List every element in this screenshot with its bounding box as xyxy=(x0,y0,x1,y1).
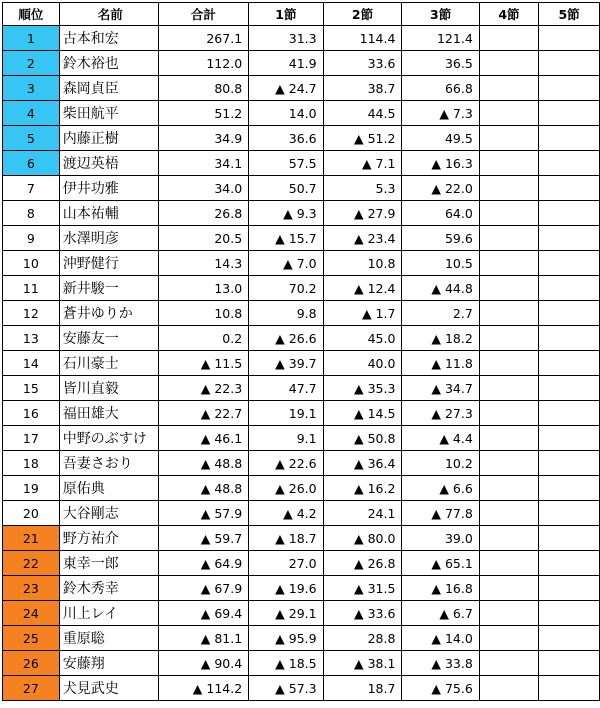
total-cell: ▲ 67.9 xyxy=(158,576,248,601)
rank-cell: 6 xyxy=(3,151,60,176)
section-1-cell: 57.5 xyxy=(249,151,323,176)
section-5-cell xyxy=(539,676,600,701)
section-1-cell: ▲ 26.6 xyxy=(249,326,323,351)
section-2-cell: ▲ 23.4 xyxy=(323,226,402,251)
section-4-cell xyxy=(479,601,538,626)
section-5-cell xyxy=(539,426,600,451)
section-2-cell: ▲ 50.8 xyxy=(323,426,402,451)
section-1-cell: 27.0 xyxy=(249,551,323,576)
section-3-cell: ▲ 27.3 xyxy=(402,401,479,426)
total-cell: 10.8 xyxy=(158,301,248,326)
section-1-cell: ▲ 26.0 xyxy=(249,476,323,501)
section-3-cell: ▲ 44.8 xyxy=(402,276,479,301)
header-section-4: 4節 xyxy=(479,3,538,26)
section-5-cell xyxy=(539,501,600,526)
section-1-cell: 14.0 xyxy=(249,101,323,126)
name-cell: 福田雄大 xyxy=(59,401,158,426)
section-3-cell: 36.5 xyxy=(402,51,479,76)
section-3-cell: 10.2 xyxy=(402,451,479,476)
total-cell: 267.1 xyxy=(158,26,248,51)
table-row xyxy=(3,626,600,651)
name-cell: 新井駿一 xyxy=(59,276,158,301)
section-4-cell xyxy=(479,101,538,126)
section-3-cell: ▲ 22.0 xyxy=(402,176,479,201)
section-4-cell xyxy=(479,576,538,601)
section-5-cell xyxy=(539,276,600,301)
table-row xyxy=(3,601,600,626)
section-4-cell xyxy=(479,551,538,576)
table-row xyxy=(3,401,600,426)
table-row xyxy=(3,251,600,276)
section-1-cell: ▲ 4.2 xyxy=(249,501,323,526)
section-4-cell xyxy=(479,476,538,501)
section-2-cell: 44.5 xyxy=(323,101,402,126)
header-row xyxy=(3,3,600,26)
table-row xyxy=(3,276,600,301)
name-cell: 沖野健行 xyxy=(59,251,158,276)
table-row xyxy=(3,426,600,451)
total-cell: 34.9 xyxy=(158,126,248,151)
table-row xyxy=(3,376,600,401)
section-5-cell xyxy=(539,101,600,126)
total-cell: ▲ 11.5 xyxy=(158,351,248,376)
table-row xyxy=(3,51,600,76)
name-cell: 伊井功雅 xyxy=(59,176,158,201)
total-cell: 34.1 xyxy=(158,151,248,176)
section-3-cell: 121.4 xyxy=(402,26,479,51)
section-1-cell: ▲ 24.7 xyxy=(249,76,323,101)
rank-cell: 21 xyxy=(3,526,60,551)
section-5-cell xyxy=(539,176,600,201)
section-3-cell: ▲ 16.8 xyxy=(402,576,479,601)
section-2-cell: ▲ 35.3 xyxy=(323,376,402,401)
rank-cell: 8 xyxy=(3,201,60,226)
section-2-cell: 33.6 xyxy=(323,51,402,76)
header-section-5: 5節 xyxy=(539,3,600,26)
section-2-cell: ▲ 80.0 xyxy=(323,526,402,551)
section-5-cell xyxy=(539,26,600,51)
name-cell: 渡辺英梧 xyxy=(59,151,158,176)
table-row xyxy=(3,476,600,501)
section-5-cell xyxy=(539,351,600,376)
header-section-3: 3節 xyxy=(402,3,479,26)
rank-cell: 20 xyxy=(3,501,60,526)
name-cell: 犬見武史 xyxy=(59,676,158,701)
name-cell: 水澤明彦 xyxy=(59,226,158,251)
section-5-cell xyxy=(539,76,600,101)
name-cell: 蒼井ゆりか xyxy=(59,301,158,326)
rank-cell: 10 xyxy=(3,251,60,276)
section-4-cell xyxy=(479,251,538,276)
section-4-cell xyxy=(479,301,538,326)
section-3-cell: ▲ 16.3 xyxy=(402,151,479,176)
total-cell: 26.8 xyxy=(158,201,248,226)
section-3-cell: ▲ 33.8 xyxy=(402,651,479,676)
section-3-cell: 2.7 xyxy=(402,301,479,326)
total-cell: 0.2 xyxy=(158,326,248,351)
section-5-cell xyxy=(539,526,600,551)
rank-cell: 19 xyxy=(3,476,60,501)
table-row xyxy=(3,26,600,51)
section-2-cell: 28.8 xyxy=(323,626,402,651)
rank-cell: 1 xyxy=(3,26,60,51)
section-4-cell xyxy=(479,326,538,351)
section-3-cell: ▲ 11.8 xyxy=(402,351,479,376)
section-4-cell xyxy=(479,351,538,376)
table-row xyxy=(3,126,600,151)
section-2-cell: ▲ 1.7 xyxy=(323,301,402,326)
section-4-cell xyxy=(479,376,538,401)
name-cell: 重原聡 xyxy=(59,626,158,651)
rank-cell: 2 xyxy=(3,51,60,76)
section-3-cell: ▲ 65.1 xyxy=(402,551,479,576)
name-cell: 野方祐介 xyxy=(59,526,158,551)
rank-cell: 9 xyxy=(3,226,60,251)
table-row xyxy=(3,526,600,551)
section-4-cell xyxy=(479,501,538,526)
section-1-cell: 9.8 xyxy=(249,301,323,326)
section-2-cell: ▲ 38.1 xyxy=(323,651,402,676)
section-4-cell xyxy=(479,676,538,701)
section-5-cell xyxy=(539,651,600,676)
section-2-cell: 24.1 xyxy=(323,501,402,526)
rank-cell: 17 xyxy=(3,426,60,451)
rank-cell: 18 xyxy=(3,451,60,476)
total-cell: 14.3 xyxy=(158,251,248,276)
total-cell: 34.0 xyxy=(158,176,248,201)
name-cell: 中野のぶすけ xyxy=(59,426,158,451)
section-5-cell xyxy=(539,551,600,576)
table-row xyxy=(3,451,600,476)
section-1-cell: ▲ 15.7 xyxy=(249,226,323,251)
section-4-cell xyxy=(479,76,538,101)
section-2-cell: ▲ 33.6 xyxy=(323,601,402,626)
section-1-cell: ▲ 18.5 xyxy=(249,651,323,676)
table-row xyxy=(3,301,600,326)
header-rank: 順位 xyxy=(3,3,60,26)
name-cell: 吾妻さおり xyxy=(59,451,158,476)
section-3-cell: ▲ 14.0 xyxy=(402,626,479,651)
name-cell: 鈴木裕也 xyxy=(59,51,158,76)
table-row xyxy=(3,226,600,251)
section-1-cell: ▲ 57.3 xyxy=(249,676,323,701)
rank-cell: 15 xyxy=(3,376,60,401)
section-3-cell: ▲ 34.7 xyxy=(402,376,479,401)
rank-cell: 23 xyxy=(3,576,60,601)
name-cell: 原佑典 xyxy=(59,476,158,501)
table-row xyxy=(3,576,600,601)
section-3-cell: 10.5 xyxy=(402,251,479,276)
section-2-cell: 45.0 xyxy=(323,326,402,351)
table-row xyxy=(3,501,600,526)
section-2-cell: ▲ 12.4 xyxy=(323,276,402,301)
standings-table xyxy=(2,2,600,701)
section-1-cell: 9.1 xyxy=(249,426,323,451)
total-cell: ▲ 64.9 xyxy=(158,551,248,576)
section-5-cell xyxy=(539,626,600,651)
section-5-cell xyxy=(539,126,600,151)
total-cell: ▲ 69.4 xyxy=(158,601,248,626)
name-cell: 安藤友一 xyxy=(59,326,158,351)
section-5-cell xyxy=(539,301,600,326)
table-row xyxy=(3,151,600,176)
table-row xyxy=(3,201,600,226)
section-4-cell xyxy=(479,401,538,426)
rank-cell: 27 xyxy=(3,676,60,701)
section-3-cell: ▲ 6.6 xyxy=(402,476,479,501)
rank-cell: 4 xyxy=(3,101,60,126)
section-2-cell: 10.8 xyxy=(323,251,402,276)
name-cell: 安藤翔 xyxy=(59,651,158,676)
section-5-cell xyxy=(539,576,600,601)
section-5-cell xyxy=(539,151,600,176)
section-3-cell: ▲ 18.2 xyxy=(402,326,479,351)
section-3-cell: ▲ 77.8 xyxy=(402,501,479,526)
section-4-cell xyxy=(479,51,538,76)
total-cell: ▲ 22.3 xyxy=(158,376,248,401)
section-5-cell xyxy=(539,226,600,251)
section-4-cell xyxy=(479,201,538,226)
section-1-cell: 47.7 xyxy=(249,376,323,401)
section-1-cell: 36.6 xyxy=(249,126,323,151)
section-1-cell: ▲ 9.3 xyxy=(249,201,323,226)
total-cell: ▲ 57.9 xyxy=(158,501,248,526)
section-4-cell xyxy=(479,26,538,51)
section-4-cell xyxy=(479,151,538,176)
name-cell: 鈴木秀幸 xyxy=(59,576,158,601)
section-3-cell: ▲ 4.4 xyxy=(402,426,479,451)
name-cell: 東幸一郎 xyxy=(59,551,158,576)
total-cell: ▲ 48.8 xyxy=(158,451,248,476)
section-4-cell xyxy=(479,526,538,551)
section-3-cell: ▲ 7.3 xyxy=(402,101,479,126)
total-cell: ▲ 59.7 xyxy=(158,526,248,551)
section-2-cell: 40.0 xyxy=(323,351,402,376)
section-1-cell: ▲ 95.9 xyxy=(249,626,323,651)
rank-cell: 26 xyxy=(3,651,60,676)
section-5-cell xyxy=(539,376,600,401)
section-5-cell xyxy=(539,476,600,501)
section-5-cell xyxy=(539,401,600,426)
name-cell: 柴田航平 xyxy=(59,101,158,126)
section-4-cell xyxy=(479,626,538,651)
section-2-cell: 114.4 xyxy=(323,26,402,51)
section-4-cell xyxy=(479,451,538,476)
header-name: 名前 xyxy=(59,3,158,26)
section-4-cell xyxy=(479,276,538,301)
rank-cell: 5 xyxy=(3,126,60,151)
section-1-cell: 70.2 xyxy=(249,276,323,301)
section-2-cell: ▲ 31.5 xyxy=(323,576,402,601)
name-cell: 川上レイ xyxy=(59,601,158,626)
header-total: 合計 xyxy=(158,3,248,26)
table-row xyxy=(3,551,600,576)
section-5-cell xyxy=(539,601,600,626)
section-3-cell: 64.0 xyxy=(402,201,479,226)
header-section-1: 1節 xyxy=(249,3,323,26)
section-3-cell: ▲ 6.7 xyxy=(402,601,479,626)
section-4-cell xyxy=(479,226,538,251)
total-cell: ▲ 22.7 xyxy=(158,401,248,426)
section-5-cell xyxy=(539,326,600,351)
total-cell: 112.0 xyxy=(158,51,248,76)
total-cell: 51.2 xyxy=(158,101,248,126)
name-cell: 皆川直毅 xyxy=(59,376,158,401)
total-cell: ▲ 46.1 xyxy=(158,426,248,451)
rank-cell: 16 xyxy=(3,401,60,426)
total-cell: ▲ 114.2 xyxy=(158,676,248,701)
section-1-cell: 31.3 xyxy=(249,26,323,51)
total-cell: ▲ 48.8 xyxy=(158,476,248,501)
rank-cell: 3 xyxy=(3,76,60,101)
rank-cell: 14 xyxy=(3,351,60,376)
table-row xyxy=(3,651,600,676)
total-cell: 20.5 xyxy=(158,226,248,251)
section-2-cell: ▲ 14.5 xyxy=(323,401,402,426)
rank-cell: 12 xyxy=(3,301,60,326)
section-1-cell: 41.9 xyxy=(249,51,323,76)
table-row xyxy=(3,676,600,701)
section-4-cell xyxy=(479,426,538,451)
section-2-cell: 38.7 xyxy=(323,76,402,101)
total-cell: 80.8 xyxy=(158,76,248,101)
section-2-cell: 5.3 xyxy=(323,176,402,201)
section-1-cell: ▲ 39.7 xyxy=(249,351,323,376)
total-cell: ▲ 81.1 xyxy=(158,626,248,651)
rank-cell: 22 xyxy=(3,551,60,576)
rank-cell: 13 xyxy=(3,326,60,351)
name-cell: 山本祐輔 xyxy=(59,201,158,226)
section-1-cell: ▲ 7.0 xyxy=(249,251,323,276)
name-cell: 大谷剛志 xyxy=(59,501,158,526)
section-3-cell: 49.5 xyxy=(402,126,479,151)
table-row xyxy=(3,76,600,101)
section-3-cell: 39.0 xyxy=(402,526,479,551)
name-cell: 古本和宏 xyxy=(59,26,158,51)
name-cell: 内藤正樹 xyxy=(59,126,158,151)
section-2-cell: ▲ 16.2 xyxy=(323,476,402,501)
name-cell: 石川豪士 xyxy=(59,351,158,376)
section-1-cell: ▲ 18.7 xyxy=(249,526,323,551)
section-2-cell: 18.7 xyxy=(323,676,402,701)
section-5-cell xyxy=(539,201,600,226)
table-row xyxy=(3,326,600,351)
section-2-cell: ▲ 26.8 xyxy=(323,551,402,576)
header-section-2: 2節 xyxy=(323,3,402,26)
section-3-cell: 59.6 xyxy=(402,226,479,251)
section-4-cell xyxy=(479,126,538,151)
section-4-cell xyxy=(479,651,538,676)
section-1-cell: ▲ 22.6 xyxy=(249,451,323,476)
table-row xyxy=(3,176,600,201)
name-cell: 森岡貞臣 xyxy=(59,76,158,101)
section-1-cell: 50.7 xyxy=(249,176,323,201)
section-5-cell xyxy=(539,51,600,76)
section-1-cell: ▲ 19.6 xyxy=(249,576,323,601)
section-4-cell xyxy=(479,176,538,201)
section-2-cell: ▲ 7.1 xyxy=(323,151,402,176)
section-3-cell: 66.8 xyxy=(402,76,479,101)
total-cell: 13.0 xyxy=(158,276,248,301)
table-row xyxy=(3,101,600,126)
section-1-cell: ▲ 29.1 xyxy=(249,601,323,626)
section-5-cell xyxy=(539,251,600,276)
section-2-cell: ▲ 51.2 xyxy=(323,126,402,151)
total-cell: ▲ 90.4 xyxy=(158,651,248,676)
rank-cell: 7 xyxy=(3,176,60,201)
section-5-cell xyxy=(539,451,600,476)
section-3-cell: ▲ 75.6 xyxy=(402,676,479,701)
section-2-cell: ▲ 27.9 xyxy=(323,201,402,226)
rank-cell: 11 xyxy=(3,276,60,301)
rank-cell: 25 xyxy=(3,626,60,651)
rank-cell: 24 xyxy=(3,601,60,626)
table-row xyxy=(3,351,600,376)
section-1-cell: 19.1 xyxy=(249,401,323,426)
section-2-cell: ▲ 36.4 xyxy=(323,451,402,476)
